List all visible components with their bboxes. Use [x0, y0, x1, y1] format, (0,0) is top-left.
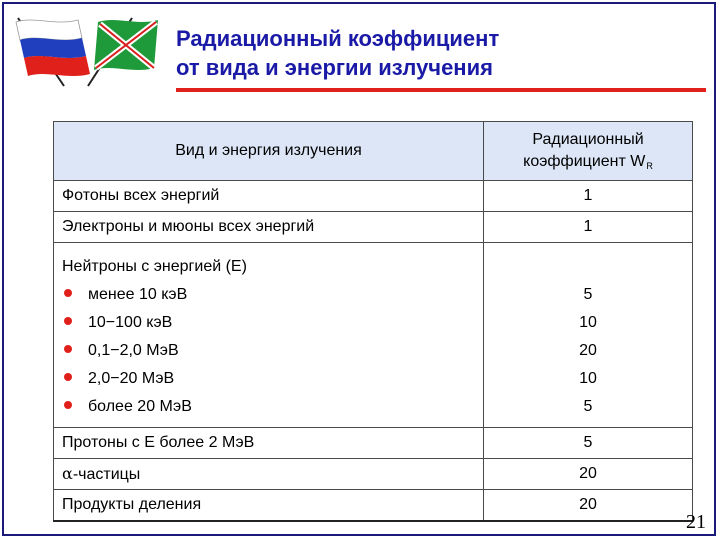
neutron-range-label: 0,1−2,0 МэВ: [88, 342, 179, 359]
table-row: [54, 490, 693, 522]
row-value: 20: [484, 459, 693, 490]
row-label: Электроны и мюоны всех энергий: [54, 212, 484, 243]
neutron-range-value: 5: [583, 398, 593, 415]
flags-emblem: [12, 12, 162, 88]
bullet-icon: [64, 289, 72, 297]
neutron-range-label: более 20 МэВ: [88, 398, 192, 415]
list-item: [62, 281, 475, 309]
table-row: [54, 212, 693, 243]
radiation-coefficient-table: [53, 121, 693, 522]
row-label: [54, 459, 484, 490]
header-cell-type: Вид и энергия излучения: [54, 122, 484, 181]
neutron-range-label: 2,0−20 МэВ: [88, 370, 175, 387]
page-number: 21: [686, 511, 706, 533]
table-row: [54, 428, 693, 459]
header-coefficient-subscript: R: [646, 160, 653, 171]
neutrons-label-cell: [54, 243, 484, 428]
row-value: 1: [484, 181, 693, 212]
row-label: Фотоны всех энергий: [54, 181, 484, 212]
russian-flag-icon: [16, 18, 90, 86]
neutron-range-value: 10: [579, 314, 597, 331]
neutrons-value-cell: [484, 243, 693, 428]
neutron-range-label: менее 10 кэВ: [88, 286, 188, 303]
bullet-icon: [64, 345, 72, 353]
row-label: Продукты деления: [54, 490, 484, 522]
list-item: [62, 337, 475, 365]
title-line-2: от вида и энергии излучения: [176, 55, 493, 80]
neutron-range-label: 10−100 кэВ: [88, 314, 173, 331]
bullet-icon: [64, 401, 72, 409]
neutron-range-value: 20: [579, 342, 597, 359]
table-header-row: [54, 122, 693, 181]
table-row: [54, 459, 693, 490]
title-line-1: Радиационный коэффициент: [176, 26, 500, 51]
row-value: 20: [484, 490, 693, 522]
alpha-symbol: α: [62, 464, 73, 483]
table-row-neutrons: [54, 243, 693, 428]
neutron-range-value: 5: [583, 286, 593, 303]
row-value: 1: [484, 212, 693, 243]
alpha-label: -частицы: [72, 466, 141, 483]
list-item: [62, 393, 475, 421]
title-underline: [176, 88, 706, 92]
header-coefficient-line2: коэффициент W: [523, 152, 646, 170]
bullet-icon: [64, 373, 72, 381]
neutron-range-value: 10: [579, 370, 597, 387]
row-label: Протоны с Е более 2 МэВ: [54, 428, 484, 459]
table-row: [54, 181, 693, 212]
header-cell-coefficient: [484, 122, 693, 181]
row-value: 5: [484, 428, 693, 459]
list-item: [62, 309, 475, 337]
bullet-icon: [64, 317, 72, 325]
neutrons-title-spacer: [492, 253, 684, 281]
list-item: [62, 365, 475, 393]
neutrons-title: Нейтроны с энергией (Е): [62, 258, 247, 275]
page-title: [176, 24, 499, 82]
header-coefficient-line1: Радиационный: [532, 130, 644, 148]
st-andrew-green-flag-icon: [88, 18, 158, 86]
